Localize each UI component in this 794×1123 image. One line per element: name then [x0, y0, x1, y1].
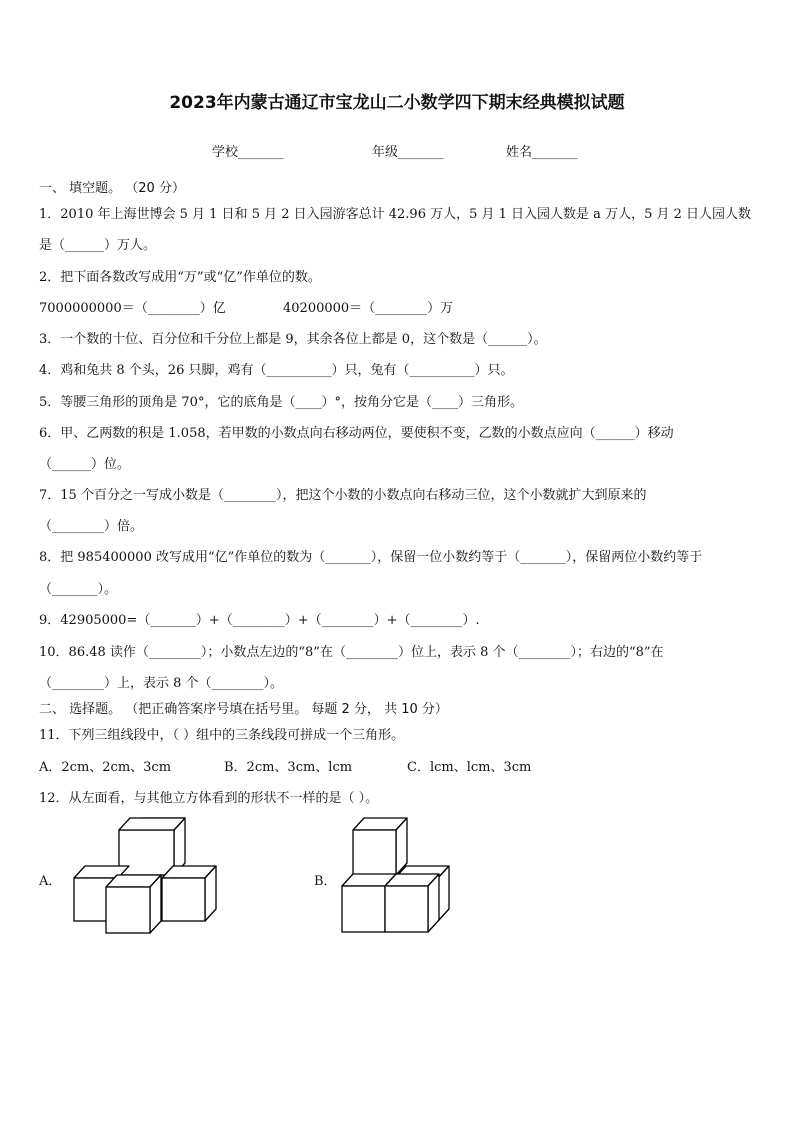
question-6-line-2: （______）位。: [39, 457, 131, 472]
question-2-part-a: 7000000000＝（________）亿: [39, 301, 226, 316]
question-2-line-1: 2．把下面各数改写成用“万”或“亿”作单位的数。: [39, 270, 321, 285]
question-7-line-2: （________）倍。: [39, 519, 144, 534]
question-10-line-2: （________）上，表示 8 个（________）。: [39, 676, 284, 691]
section-1-header: 一、 填空题。 （20 分）: [39, 181, 185, 196]
question-4: 4．鸡和兔共 8 个头，26 只脚，鸡有（__________）只，兔有（__________）只。: [39, 363, 514, 378]
question-2-part-b: 40200000＝（________）万: [283, 301, 454, 316]
question-9: 9．42905000=（_______）+（________）+（________）+（________）.: [39, 613, 480, 628]
question-12-option-a-label: A．: [39, 874, 62, 889]
cube-figure-b: [338, 815, 458, 937]
question-11: 11．下列三组线段中，（ ）组中的三条线段可拼成一个三角形。: [39, 728, 405, 743]
question-11-option-c: C．lcm、lcm、3cm: [407, 760, 532, 775]
section-2-header: 二、 选择题。 （把正确答案序号填在括号里。 每题 2 分， 共 10 分）: [39, 702, 448, 717]
question-12: 12．从左面看，与其他立方体看到的形状不一样的是（ ）。: [39, 791, 379, 806]
question-1-line-1: 1．2010 年上海世博会 5 月 1 日和 5 月 2 日入园游客总计 42.96 万人，5 月 1 日入园人数是 a 万人，5 月 2 日人园人数: [39, 207, 752, 222]
page-title: 2023年内蒙古通辽市宝龙山二小数学四下期末经典模拟试题: [169, 93, 625, 113]
question-5: 5．等腰三角形的顶角是 70°，它的底角是（____）°，按角分它是（____）三角形。: [39, 395, 523, 410]
question-3: 3．一个数的十位、百分位和千分位上都是 9，其余各位上都是 0，这个数是（______）。: [39, 332, 547, 347]
name-field: 姓名_______: [506, 145, 578, 160]
question-8-line-2: （_______）。: [39, 582, 118, 597]
question-6-line-1: 6．甲、乙两数的积是 1.058，若甲数的小数点向右移动两位，要使积不变，乙数的小数点应向（______）移动: [39, 426, 674, 441]
grade-field: 年级_______: [372, 145, 444, 160]
question-10-line-1: 10．86.48 读作（________）；小数点左边的“8”在（________）位上，表示 8 个（________）；右边的“8”在: [39, 645, 664, 660]
cube-figure-a: [70, 815, 230, 937]
question-8-line-1: 8．把 985400000 改写成用“亿”作单位的数为（_______），保留一位小数约等于（_______），保留两位小数约等于: [39, 550, 703, 565]
question-7-line-1: 7．15 个百分之一写成小数是（________），把这个小数的小数点向右移动三位，这个小数就扩大到原来的: [39, 488, 647, 503]
school-field: 学校_______: [212, 145, 284, 160]
question-12-option-b-label: B．: [314, 874, 337, 889]
question-1-line-2: 是（______）万人。: [39, 238, 157, 253]
question-11-option-b: B．2cm、3cm、lcm: [224, 760, 353, 775]
question-11-option-a: A．2cm、2cm、3cm: [39, 760, 172, 775]
